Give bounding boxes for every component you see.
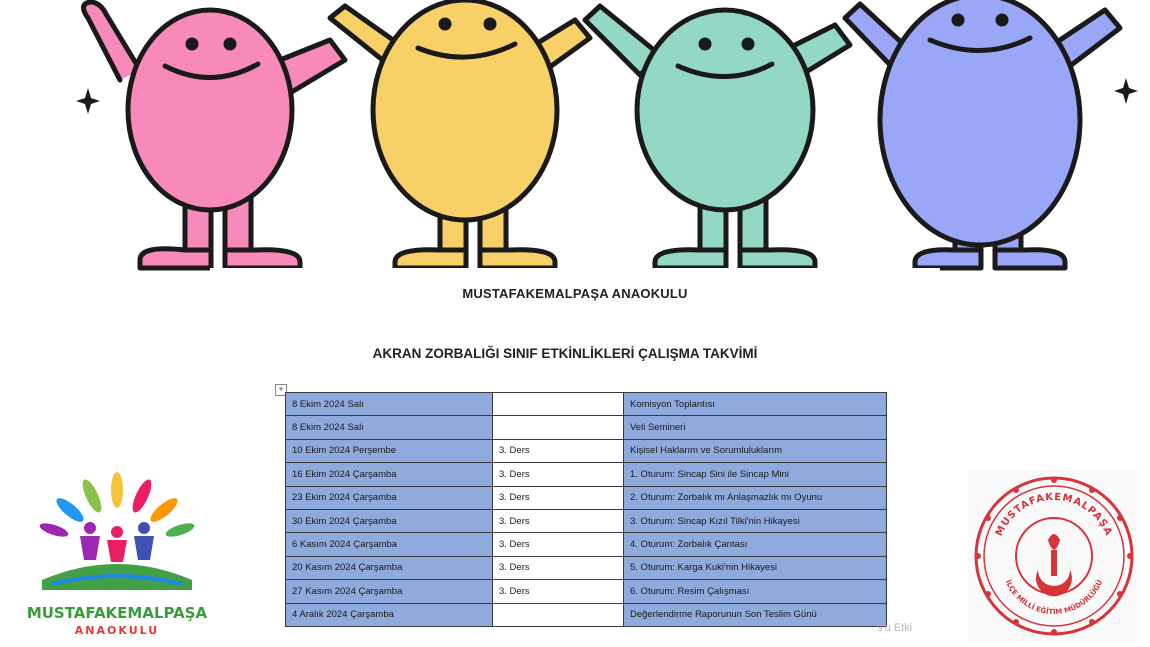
table-row [286, 603, 887, 626]
table-row [286, 439, 887, 462]
directorate-seal-icon [968, 470, 1140, 642]
activity-cell[interactable]: Kişisel Haklarım ve Sorumluluklarım [624, 439, 887, 462]
purple-smiley-figure [845, 0, 1120, 268]
lesson-cell[interactable]: 3. Ders [493, 509, 624, 532]
sparkle-right-icon [1114, 78, 1138, 104]
lesson-cell[interactable]: 3. Ders [493, 486, 624, 509]
activity-cell[interactable]: Veli Semineri [624, 416, 887, 439]
sparkle-left-icon [76, 88, 100, 114]
date-cell[interactable]: 27 Kasım 2024 Çarşamba [286, 580, 493, 603]
yellow-smiley-figure [330, 0, 590, 268]
activity-cell[interactable]: 4. Oturum: Zorbalık Çantası [624, 533, 887, 556]
date-cell[interactable]: 16 Ekim 2024 Çarşamba [286, 463, 493, 486]
activity-cell[interactable]: 5. Oturum: Karga Kuki'nin Hikayesi [624, 556, 887, 579]
lesson-cell[interactable]: 3. Ders [493, 439, 624, 462]
date-cell[interactable]: 30 Ekim 2024 Çarşamba [286, 509, 493, 532]
table-row [286, 556, 887, 579]
date-cell[interactable]: 8 Ekim 2024 Salı [286, 393, 493, 416]
teal-smiley-figure [585, 6, 850, 268]
date-cell[interactable]: 6 Kasım 2024 Çarşamba [286, 533, 493, 556]
activity-cell[interactable]: Komisyon Toplantısı [624, 393, 887, 416]
lesson-cell[interactable]: 3. Ders [493, 463, 624, 486]
table-row [286, 533, 887, 556]
date-cell[interactable]: 4 Aralık 2024 Çarşamba [286, 603, 493, 626]
lesson-cell[interactable] [493, 393, 624, 416]
activity-cell[interactable]: 6. Oturum: Resim Çalışması [624, 580, 887, 603]
logo-text-kindergarten: ANAOKULU [74, 624, 160, 637]
activity-cell[interactable]: 1. Oturum: Sincap Sini ile Sincap Mini [624, 463, 887, 486]
children-figures-icon [80, 522, 154, 562]
svg-text:MUSTAFAKEMALPAŞA: MUSTAFAKEMALPAŞA [993, 491, 1115, 538]
date-cell[interactable]: 8 Ekim 2024 Salı [286, 416, 493, 439]
logo-text-school: MUSTAFAKEMALPAŞA [26, 604, 208, 622]
lesson-cell[interactable]: 3. Ders [493, 580, 624, 603]
lesson-cell[interactable]: 3. Ders [493, 556, 624, 579]
table-move-handle-icon[interactable]: + [275, 384, 287, 396]
svg-text:İLÇE MİLLİ EĞİTİM MÜDÜRLÜĞÜ: İLÇE MİLLİ EĞİTİM MÜDÜRLÜĞÜ [1003, 578, 1105, 617]
table-row [286, 580, 887, 603]
lesson-cell[interactable]: 3. Ders [493, 533, 624, 556]
document-title: AKRAN ZORBALIĞI SINIF ETKİNLİKLERİ ÇALIŞMA TAKVİMİ [372, 346, 758, 361]
activity-cell[interactable]: 3. Oturum: Sincap Kızıl Tilki'nin Hikayesi [624, 509, 887, 532]
date-cell[interactable]: 23 Ekim 2024 Çarşamba [286, 486, 493, 509]
torch-crescent-icon [1036, 534, 1072, 596]
school-logo [22, 468, 212, 640]
faded-background-text: s'u Etki [877, 622, 913, 634]
activity-cell[interactable]: 2. Oturum: Zorbalık mı Anlaşmazlık mı Oyunu [624, 486, 887, 509]
school-logo-graphic [22, 468, 212, 598]
directorate-seal [968, 470, 1140, 642]
smiley-figures-illustration [0, 0, 1150, 290]
schedule-table [285, 392, 887, 627]
table-row [286, 486, 887, 509]
table-row [286, 416, 887, 439]
date-cell[interactable]: 20 Kasım 2024 Çarşamba [286, 556, 493, 579]
school-name: MUSTAFAKEMALPAŞA ANAOKULU [462, 286, 688, 301]
pink-smiley-figure [83, 2, 345, 268]
lesson-cell[interactable] [493, 603, 624, 626]
table-row [286, 463, 887, 486]
table-row [286, 393, 887, 416]
table-row [286, 509, 887, 532]
date-cell[interactable]: 10 Ekim 2024 Perşembe [286, 439, 493, 462]
lesson-cell[interactable] [493, 416, 624, 439]
activity-cell[interactable]: Değerlendirme Raporunun Son Teslim Günü [624, 603, 887, 626]
